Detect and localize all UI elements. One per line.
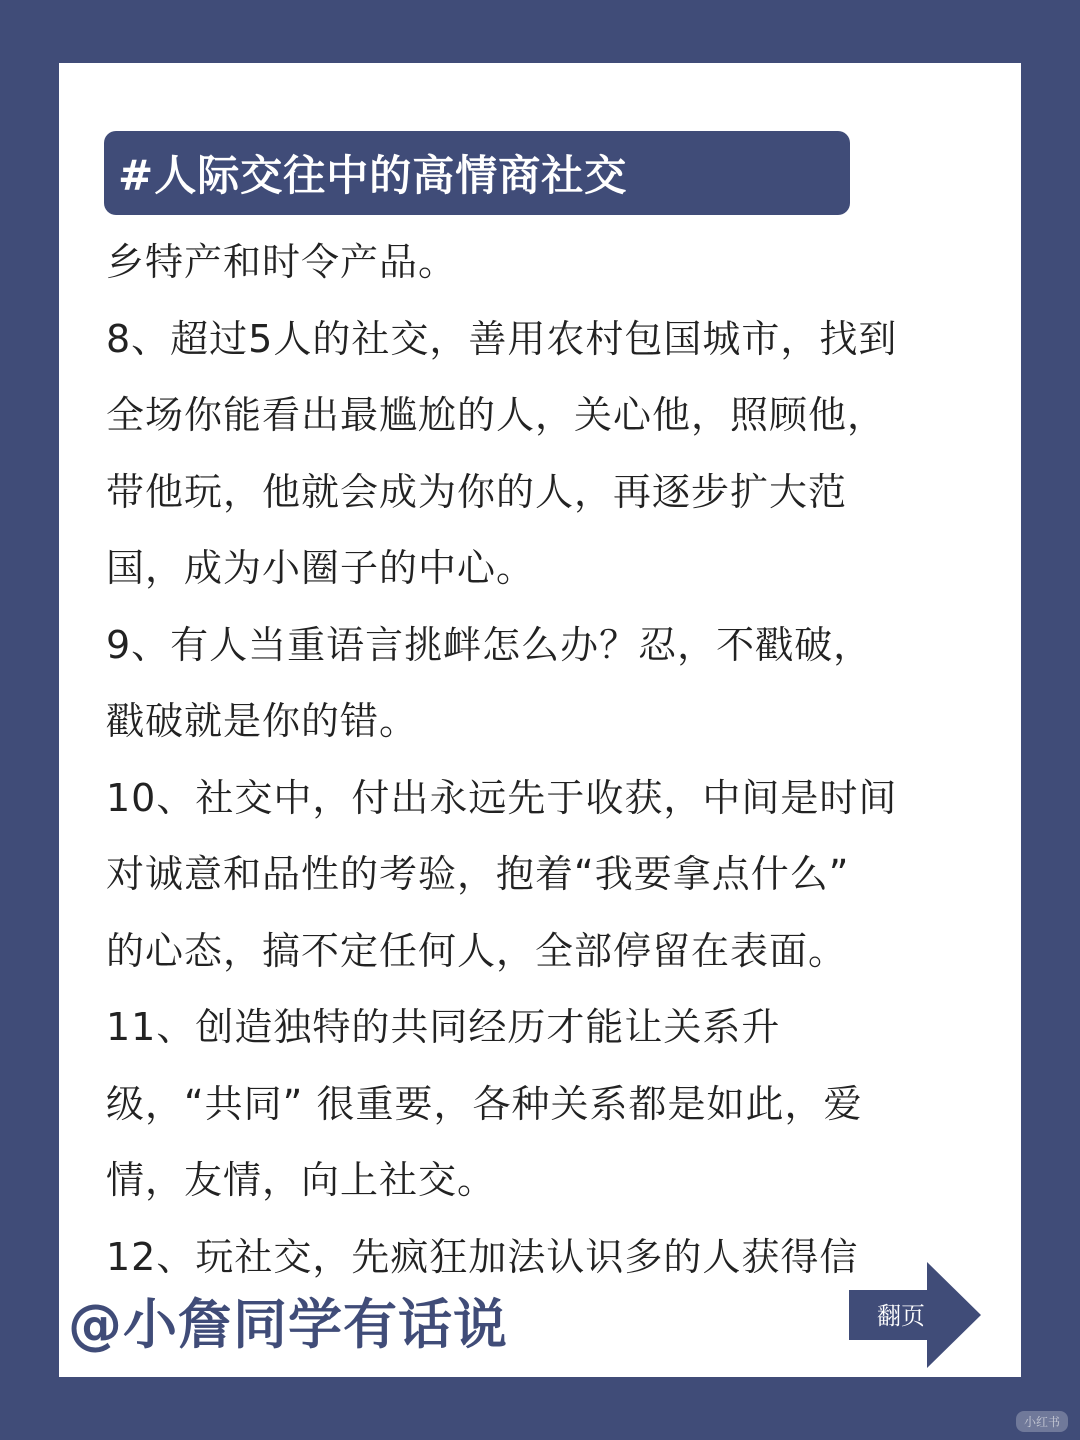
text-line: 全场你能看出最尴尬的人，关心他，照顾他，: [106, 393, 887, 437]
text-line: 国，成为小圈子的中心。: [106, 546, 536, 590]
title-banner: [104, 131, 850, 215]
author-watermark: @小詹同学有话说: [68, 1293, 508, 1356]
next-page-label: 翻页: [877, 1302, 925, 1330]
text-line: 8、超过5人的社交，善用农村包国城市，找到: [106, 316, 898, 361]
text-line: 带他玩，他就会成为你的人，再逐步扩大范: [106, 469, 848, 514]
text-line: 对诚意和品性的考验，抱着“我要拿点什么”: [106, 852, 850, 896]
text-line: 乡特产和时令产品。: [106, 240, 458, 284]
text-line: 11、创造独特的共同经历才能让关系升: [106, 1005, 781, 1049]
text-line: 戳破就是你的错。: [106, 699, 419, 743]
text-line: 10、社交中，付出永远先于收获，中间是时间: [106, 775, 898, 820]
text-line: 级，“共同” 很重要，各种关系都是如此，爱: [106, 1081, 863, 1126]
platform-watermark: 小红书: [1016, 1411, 1068, 1432]
article-body: [106, 224, 966, 1295]
next-page-button[interactable]: [849, 1262, 981, 1368]
page-title: #人际交往中的高情商社交: [118, 151, 628, 200]
text-line: 的心态，搞不定任何人，全部停留在表面。: [106, 928, 848, 973]
text-line: 9、有人当重语言挑衅怎么办？忍，不戳破，: [106, 622, 873, 667]
text-line: 12、玩社交，先疯狂加法认识多的人获得信: [106, 1234, 859, 1279]
text-line: 情，友情，向上社交。: [106, 1158, 497, 1202]
